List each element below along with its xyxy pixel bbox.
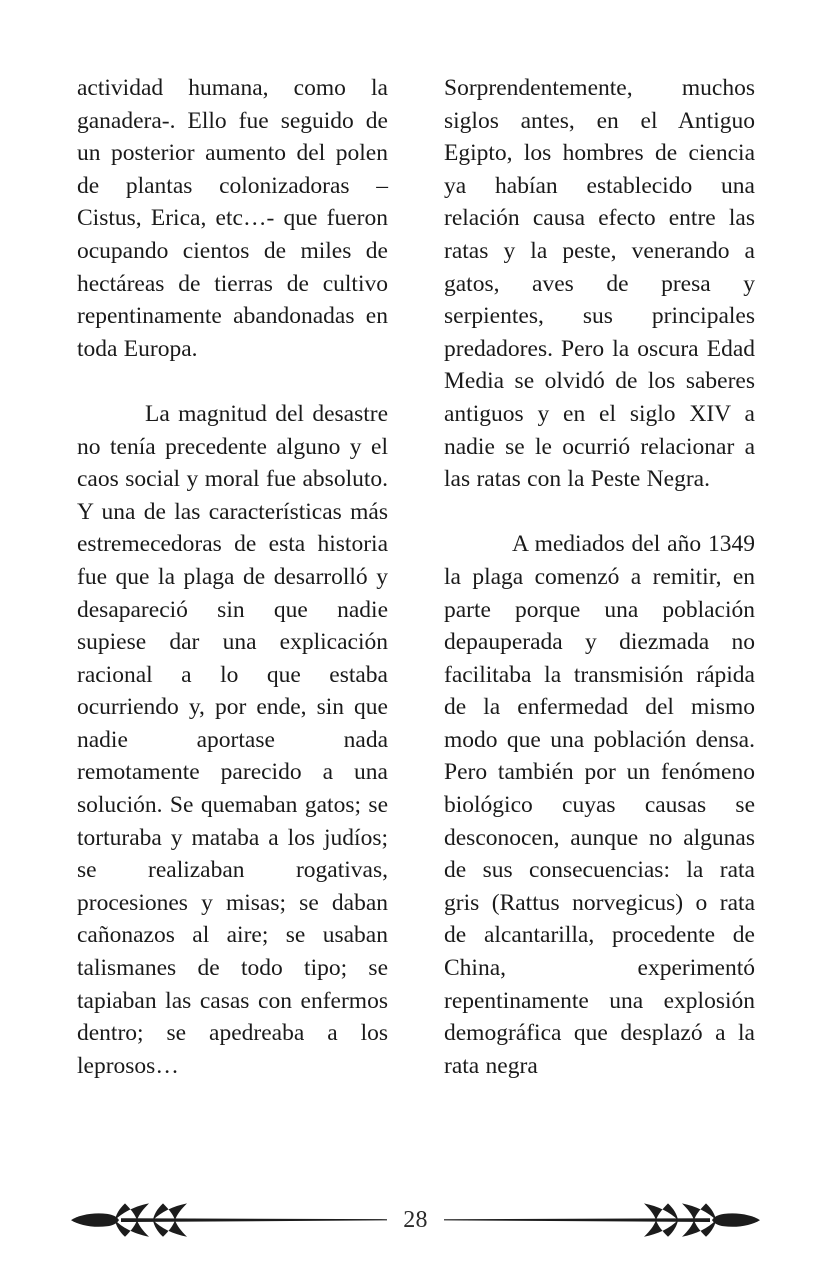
paragraph: A mediados del año 1349 la plaga comenzó a remitir, en parte porque una población depauperada y diezmada no facilitaba la transmisión rápida de la enfermedad del mismo modo que una población densa. Pero también por un fenómeno biológico cuyas causas se desconocen, aunque no algunas de sus consecuencias: la rata gris (Rattus norvegicus) o rata de alcantarilla, procedente de China, experimentó repentinamente una explosión demográfica que desplazó a la rata negra: [444, 531, 755, 1079]
page-number: 28: [403, 1206, 428, 1233]
paragraph: Sorprendentemente, muchos siglos antes, en el Antiguo Egipto, los hombres de ciencia ya habían establecido una relación causa efecto entre las ratas y la peste, venerando a gatos, aves de presa y serpientes, sus principales predadores. Pero la oscura Edad Media se olvidó de los saberes antiguos y en el siglo XIV a nadie se le ocurrió relacionar a las ratas con la Peste Negra.: [444, 75, 755, 493]
paragraph: actividad humana, como la ganadera-. Ello fue seguido de un posterior aumento del polen de plantas colonizadoras – Cistus, Erica, etc…- que fueron ocupando cientos de miles de hectáreas de tierras de cultivo repentinamente abandonadas en toda Europa.: [77, 75, 388, 362]
left-text-column: [77, 72, 388, 1157]
paragraph: La magnitud del desastre no tenía precedente alguno y el caos social y moral fue absoluto. Y una de las características más estremecedoras de esta historia fue que la plaga de desarrolló y desapareció sin que nadie supiese dar una explicación racional a lo que estaba ocurriendo y, por ende, sin que nadie aportase nada remotamente parecido a una solución. Se quemaban gatos; se torturaba y mataba a los judíos; se realizaban rogativas, procesiones y misas; se daban cañonazos al aire; se usaban talismanes de todo tipo; se tapiaban las casas con enfermos dentro; se apedreaba a los leprosos…: [77, 400, 388, 1079]
right-text-column: [444, 72, 755, 1157]
arrow-ornament-left-pointing-icon: [442, 1197, 782, 1243]
arrow-ornament-right-pointing-icon: [49, 1197, 389, 1243]
page-footer: [0, 1192, 831, 1247]
two-column-text-body: [77, 72, 755, 1157]
